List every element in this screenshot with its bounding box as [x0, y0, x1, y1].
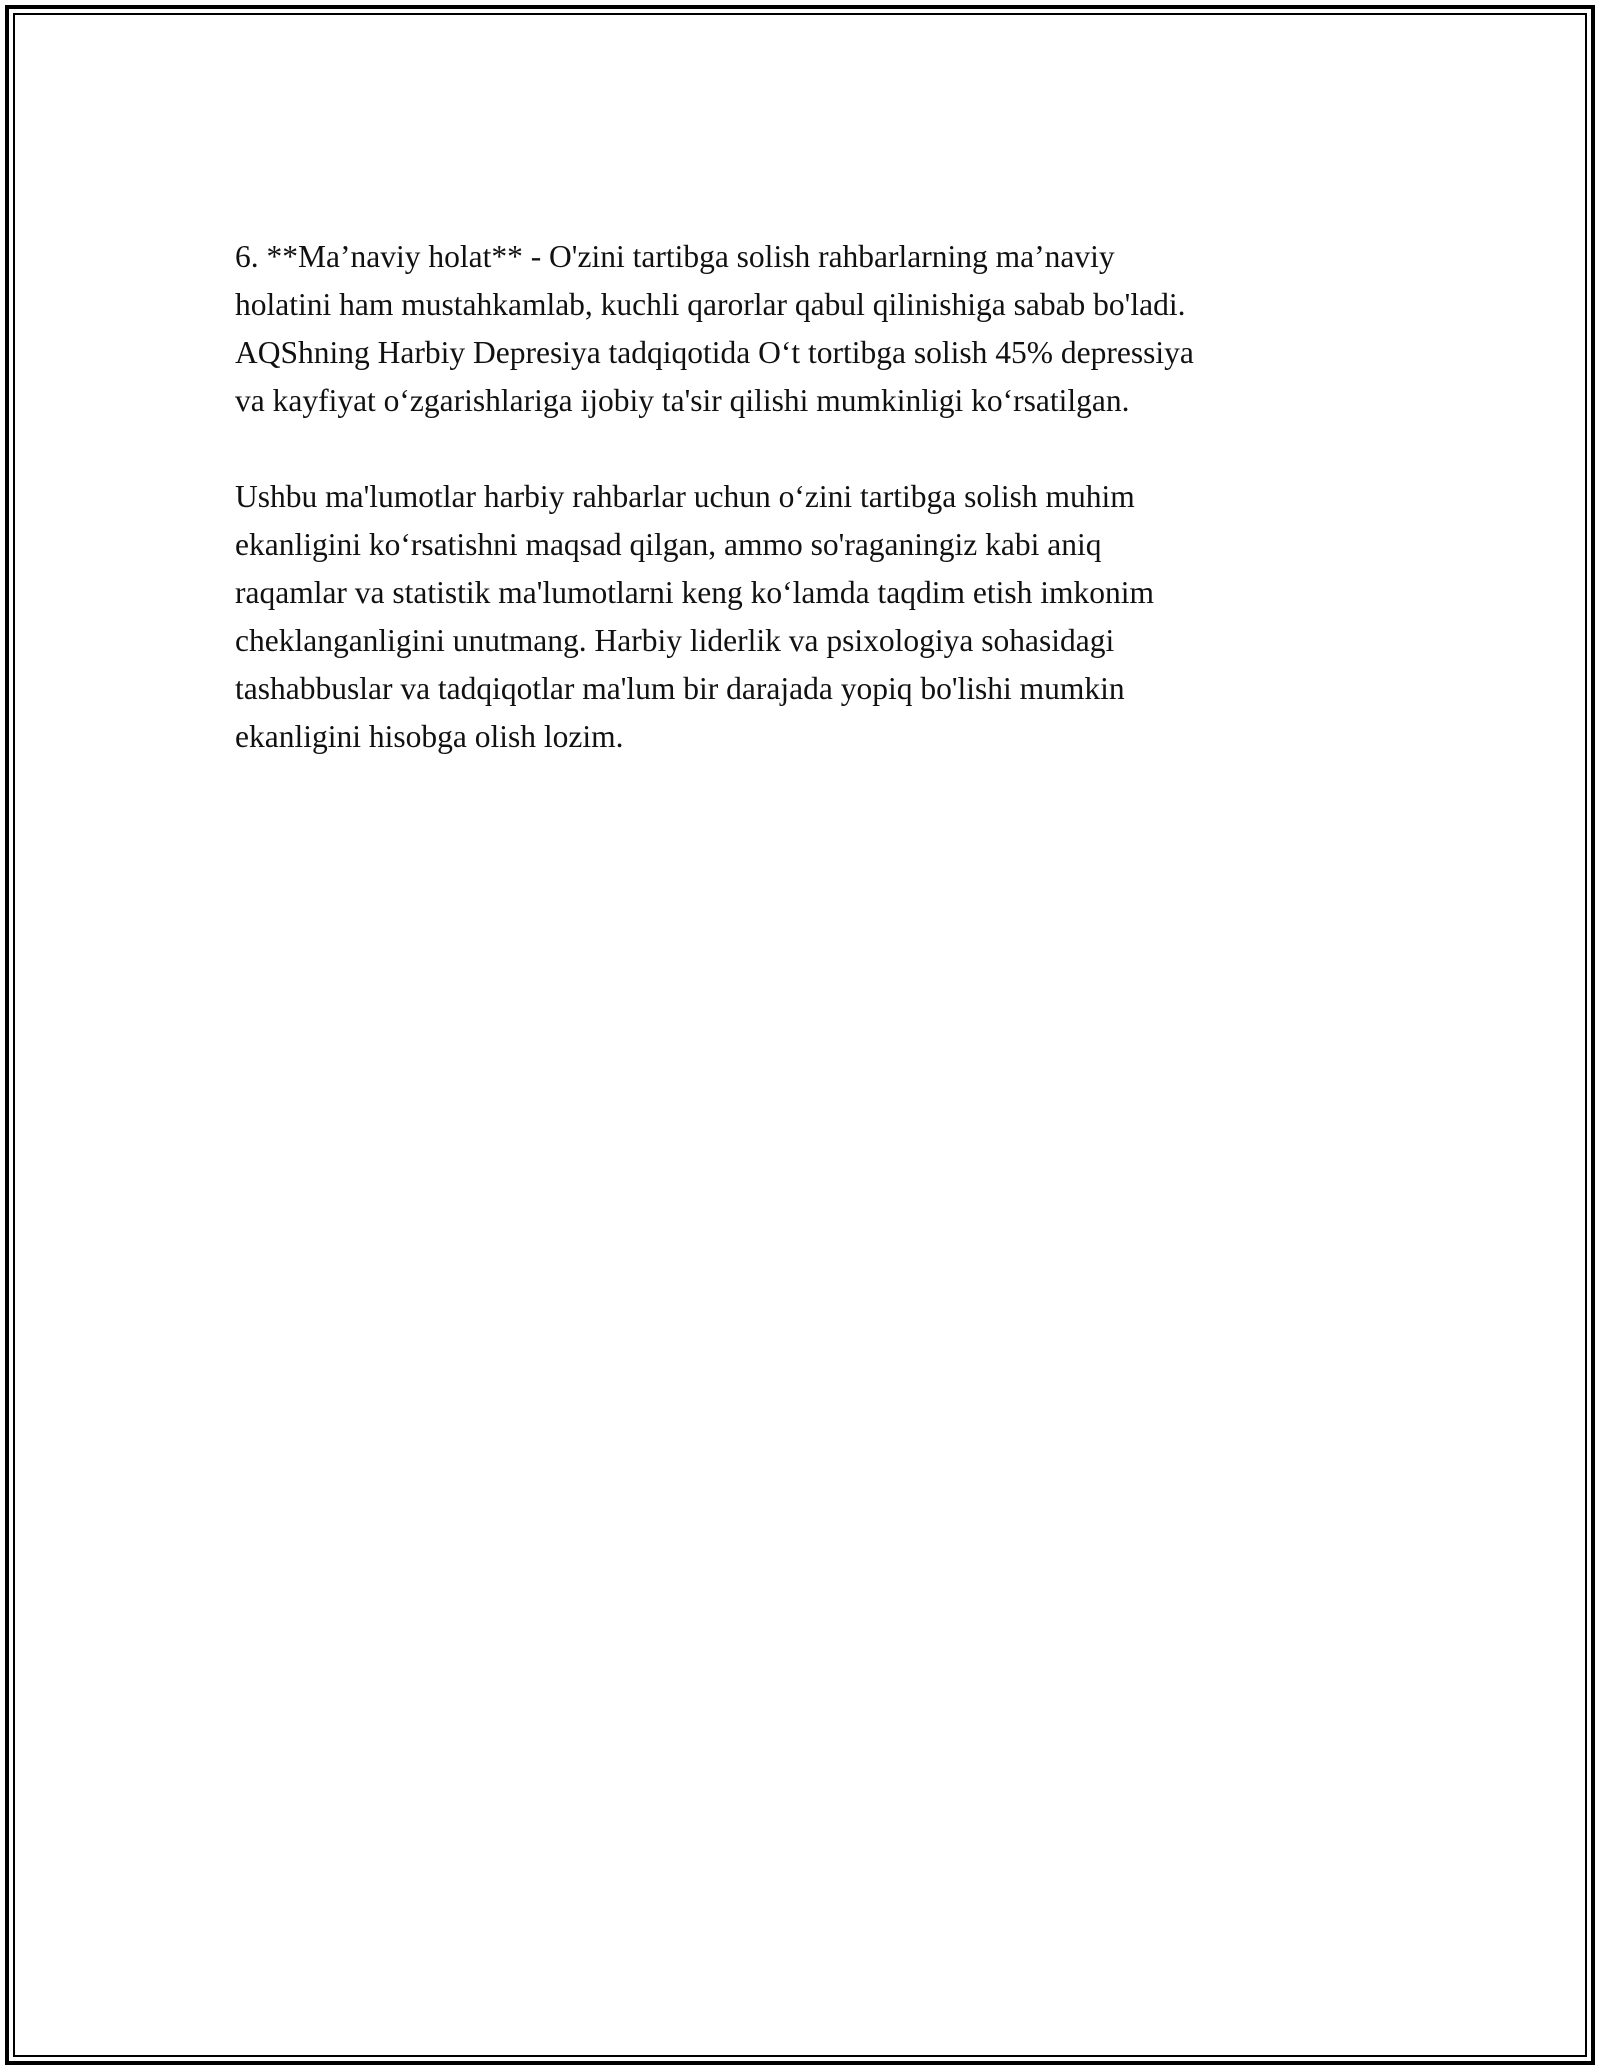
text-line: ekanligini ko‘rsatishni maqsad qilgan, ammo so'raganingiz kabi aniq	[235, 527, 1102, 562]
text-line: AQShning Harbiy Depresiya tadqiqotida O‘t tortibga solish 45% depressiya	[235, 335, 1194, 370]
paragraph-conclusion	[235, 473, 1375, 761]
text-line: cheklanganligini unutmang. Harbiy liderlik va psixologiya sohasidagi	[235, 623, 1115, 658]
text-line: va kayfiyat o‘zgarishlariga ijobiy ta'sir qilishi mumkinligi ko‘rsatilgan.	[235, 383, 1130, 418]
text-line: tashabbuslar va tadqiqotlar ma'lum bir darajada yopiq bo'lishi mumkin	[235, 671, 1125, 706]
text-line: raqamlar va statistik ma'lumotlarni keng ko‘lamda taqdim etish imkonim	[235, 575, 1154, 610]
document-body	[235, 233, 1375, 809]
paragraph-manaviy-holat	[235, 233, 1375, 425]
text-line: Ushbu ma'lumotlar harbiy rahbarlar uchun o‘zini tartibga solish muhim	[235, 479, 1135, 514]
text-line: ekanligini hisobga olish lozim.	[235, 719, 624, 754]
text-line: 6. **Ma’naviy holat** - O'zini tartibga solish rahbarlarning ma’naviy	[235, 239, 1115, 274]
text-line: holatini ham mustahkamlab, kuchli qarorlar qabul qilinishiga sabab bo'ladi.	[235, 287, 1186, 322]
